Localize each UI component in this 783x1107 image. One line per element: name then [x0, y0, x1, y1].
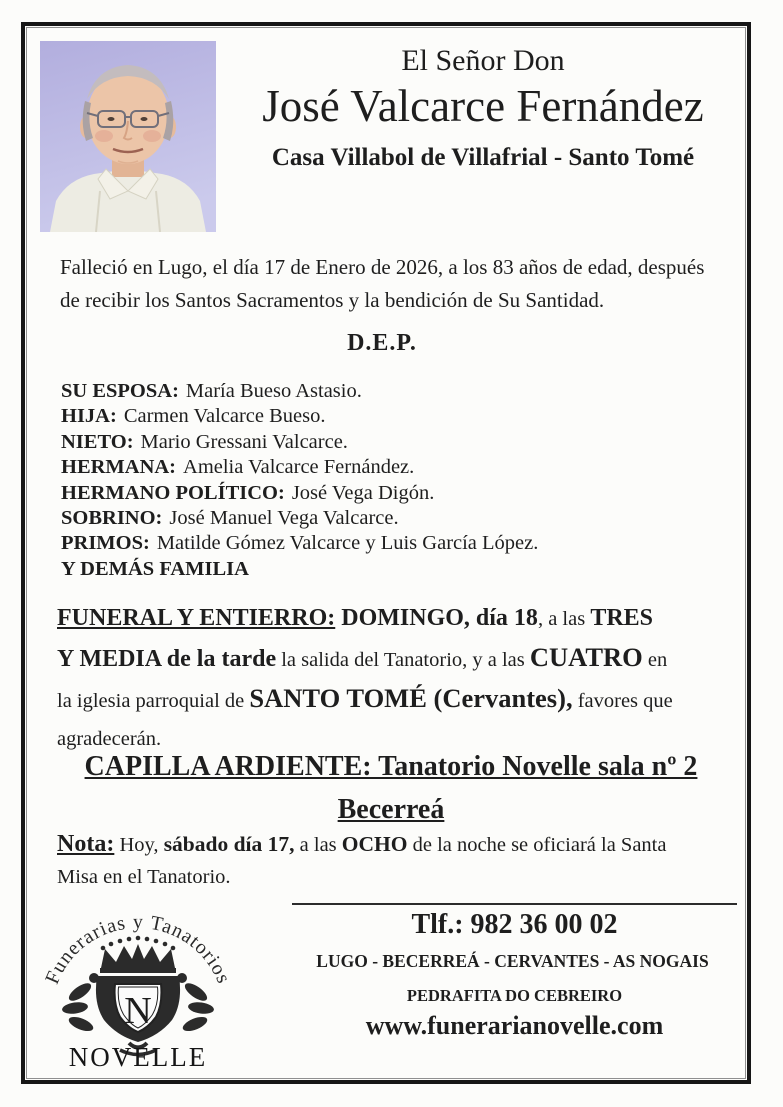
family-row [61, 506, 731, 531]
family-name: Mario Gressani Valcarce. [140, 430, 348, 453]
text-run: Hoy, [114, 834, 164, 856]
residence: Casa Villabol de Villafrial - Santo Tomé [271, 143, 695, 171]
family-relation: HIJA: [61, 405, 117, 428]
text-run: DOMINGO, día 18 [341, 605, 538, 631]
text-run: Nota: [57, 831, 115, 857]
family-row [61, 531, 731, 556]
text-run: de recibir los Santos Sacramentos y la bendición de Su Santidad. [60, 288, 605, 312]
family-row [61, 557, 731, 582]
locations-secondary: PEDRAFITA DO CEBREIRO [406, 986, 623, 1005]
text-run: SANTO TOMÉ (Cervantes), [249, 683, 573, 713]
family-name: Matilde Gómez Valcarce y Luis García López. [156, 532, 539, 555]
family-row [61, 455, 731, 480]
family-row [61, 379, 731, 404]
text-run: la iglesia parroquial de [57, 690, 250, 712]
portrait-illustration [40, 41, 216, 232]
text-run: FUNERAL Y ENTIERRO: [57, 605, 336, 631]
family-name: María Bueso Astasio. [185, 380, 362, 402]
logo-illustration [36, 896, 244, 1068]
logo-brand-name: NOVELLE [68, 1042, 208, 1068]
funeral-home-logo [36, 896, 244, 1068]
dep-line: D.E.P. [347, 330, 417, 356]
logo-arc-text: Funerarias y Tanatorios [41, 910, 235, 988]
family-row [61, 430, 731, 455]
text-run: favores que [572, 690, 673, 712]
website-url: www.funerarianovelle.com [365, 1011, 664, 1040]
text-run: Misa en el Tanatorio. [57, 866, 231, 888]
family-relation: SU ESPOSA: [61, 380, 179, 402]
phone-number: Tlf.: 982 36 00 02 [411, 909, 618, 940]
text-run: agradecerán. [57, 728, 162, 750]
chapel-line1: CAPILLA ARDIENTE: Tanatorio Novelle sala nº 2 [84, 751, 698, 782]
honorific: El Señor Don [401, 44, 565, 77]
family-relation: Y DEMÁS FAMILIA [61, 557, 249, 580]
funeral-paragraph [57, 600, 739, 759]
text-run: OCHO [341, 832, 408, 856]
text-run: de la noche se oficiará la Santa [407, 834, 667, 856]
death-notice [60, 252, 728, 318]
family-relation: PRIMOS: [61, 532, 150, 555]
family-name: Carmen Valcarce Bueso. [123, 405, 326, 428]
family-relation: HERMANO POLÍTICO: [61, 481, 285, 504]
family-relation: SOBRINO: [61, 507, 163, 530]
text-run: a las [294, 834, 342, 856]
text-run: Falleció en Lugo, el día 17 de Enero de 2026, a los 83 años de edad, después [60, 255, 705, 279]
text-run: TRES [590, 605, 654, 631]
text-run: CUATRO [529, 642, 643, 672]
family-list [61, 379, 731, 582]
text-run: la salida del Tanatorio, y a las [276, 649, 530, 671]
family-row [61, 481, 731, 506]
text-run: en [642, 649, 668, 671]
family-name: José Vega Digón. [291, 481, 435, 504]
family-relation: HERMANA: [61, 456, 177, 479]
family-name: Amelia Valcarce Fernández. [183, 456, 415, 479]
locations-line: LUGO - BECERREÁ - CERVANTES - AS NOGAIS [316, 951, 709, 971]
text-run: Y MEDIA de la tarde [57, 646, 277, 672]
deceased-photo [40, 41, 216, 232]
family-name: José Manuel Vega Valcarce. [169, 507, 399, 530]
chapel-line2: Becerreá [337, 794, 445, 825]
header [222, 44, 744, 172]
text-run: , a las [537, 608, 591, 630]
deceased-name: José Valcarce Fernández [262, 81, 704, 131]
family-relation: NIETO: [61, 430, 134, 453]
text-run: sábado día 17, [163, 832, 295, 856]
family-row [61, 404, 731, 429]
crown-icon [100, 936, 176, 973]
logo-monogram: N [124, 990, 152, 1032]
footer-divider [292, 903, 737, 905]
chapel-heading [48, 747, 734, 833]
note-paragraph [57, 829, 735, 894]
